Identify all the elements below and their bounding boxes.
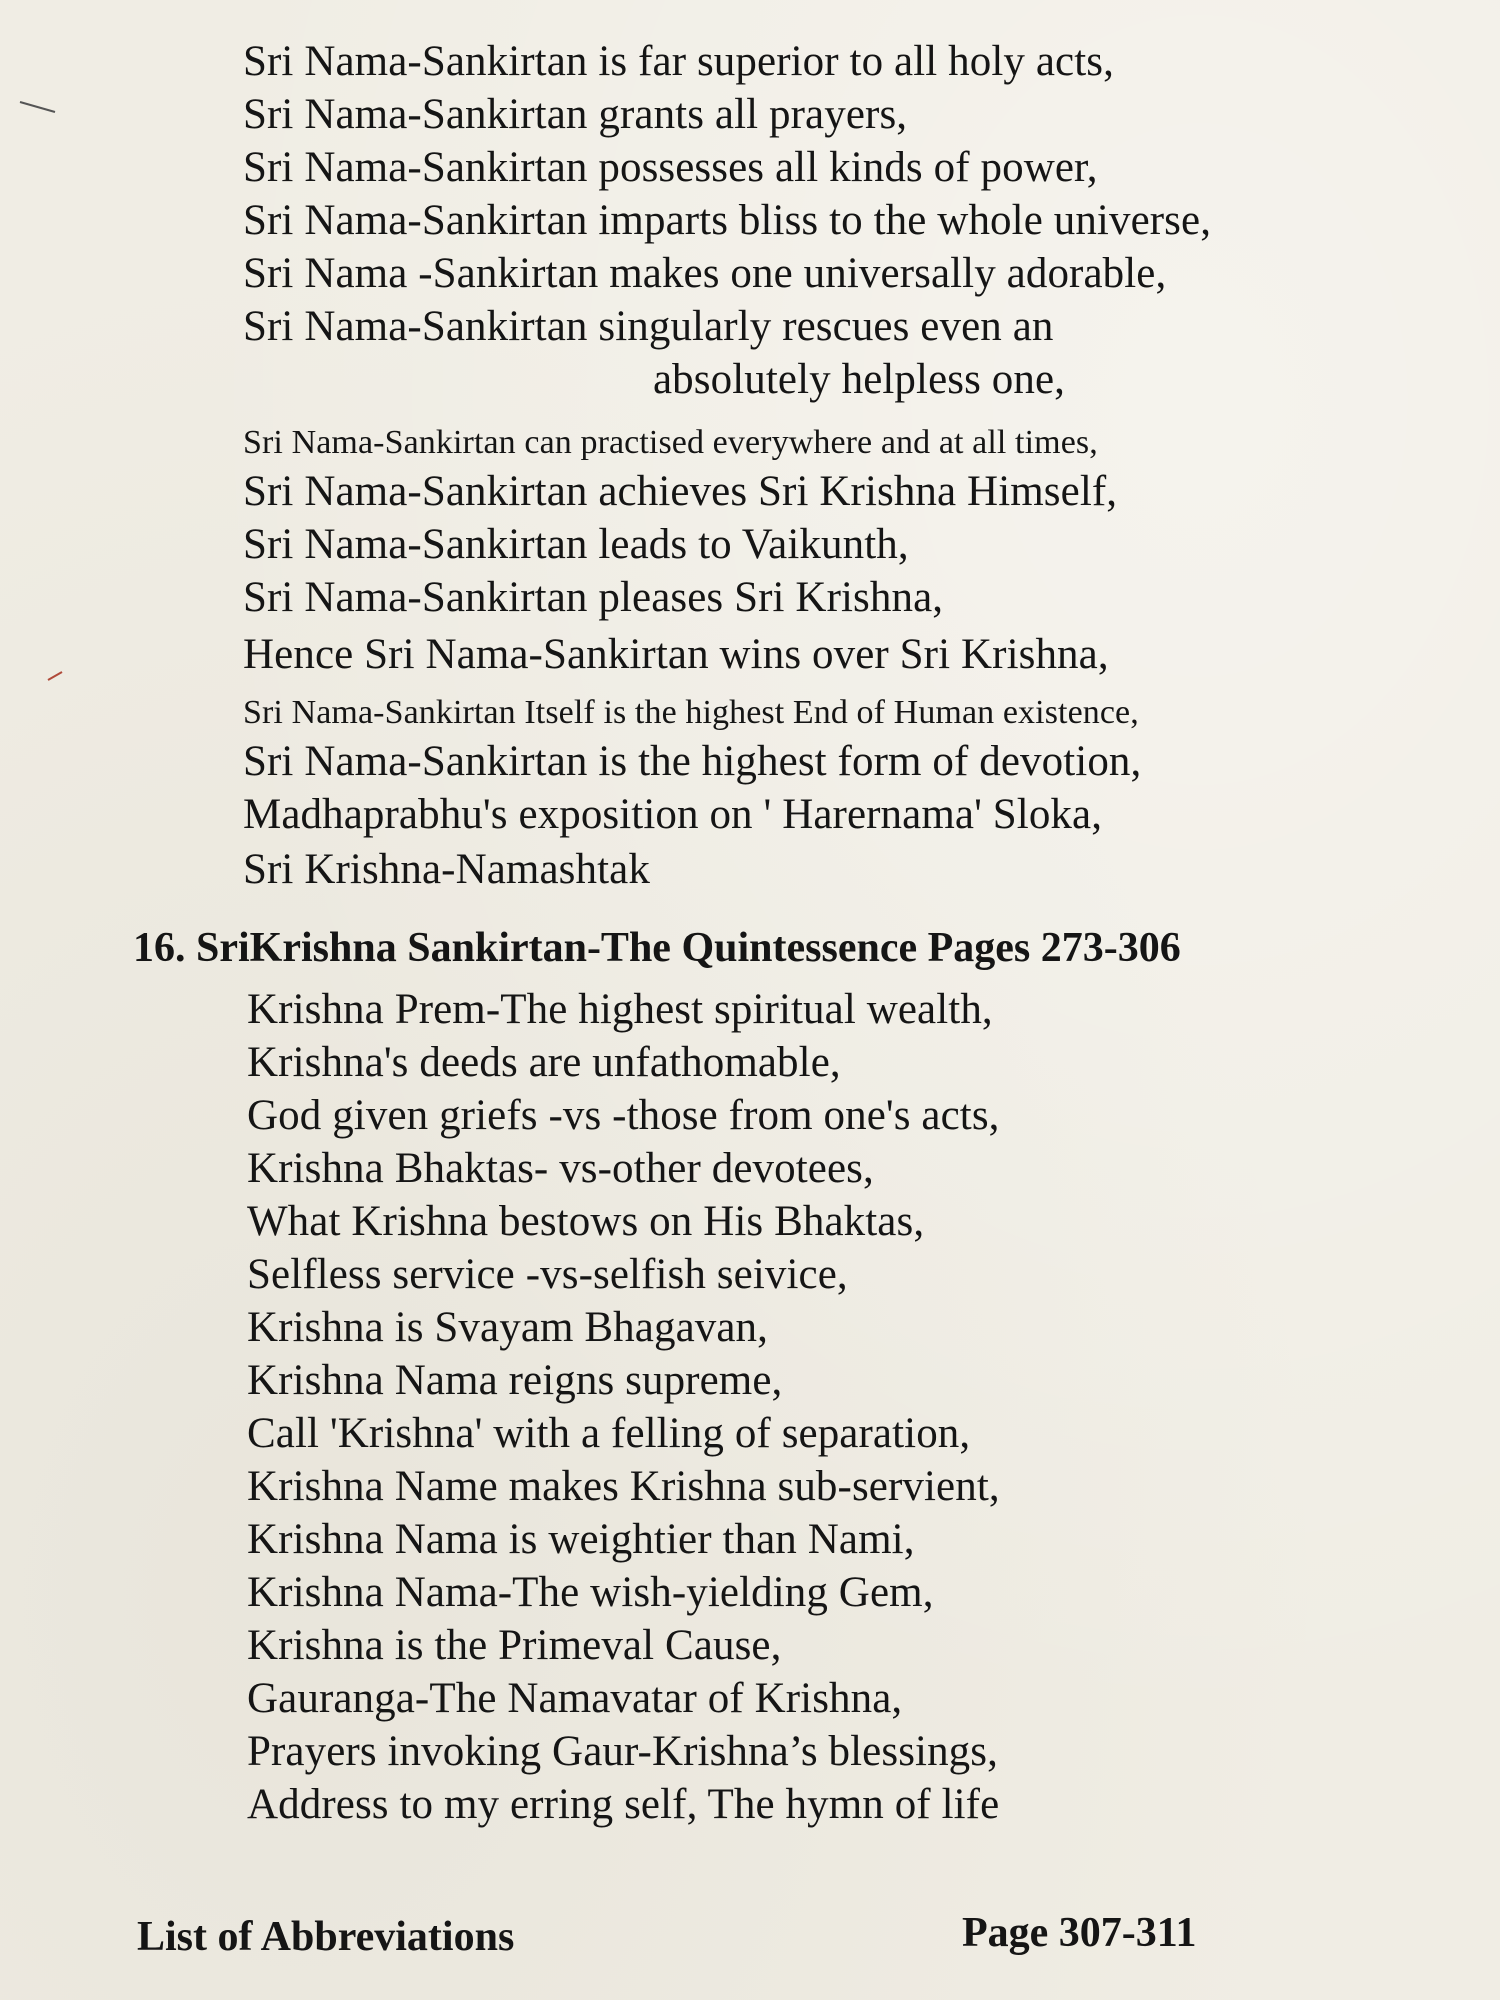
list-item: Sri Nama-Sankirtan leads to Vaikunth, xyxy=(243,521,909,568)
list-item: Address to my erring self, The hymn of life xyxy=(247,1781,1000,1828)
list-item: What Krishna bestows on His Bhaktas, xyxy=(247,1198,925,1245)
list-item-continuation: absolutely helpless one, xyxy=(653,356,1066,403)
list-item: Krishna Prem-The highest spiritual wealth, xyxy=(247,986,993,1033)
list-item: Krishna is Svayam Bhagavan, xyxy=(247,1304,768,1351)
list-item: Selfless service -vs-selfish seivice, xyxy=(247,1251,848,1298)
list-item: Sri Nama-Sankirtan grants all prayers, xyxy=(243,91,908,138)
chapter-heading: 16. SriKrishna Sankirtan-The Quintessence Pages 273-306 xyxy=(133,925,1181,971)
list-item: Call 'Krishna' with a felling of separation, xyxy=(247,1410,971,1457)
pencil-mark-left xyxy=(20,102,55,112)
abbreviations-pages: Page 307-311 xyxy=(962,1910,1197,1956)
list-item: Madhaprabhu's exposition on ' Harernama' Sloka, xyxy=(243,791,1103,838)
list-item: God given griefs -vs -those from one's acts, xyxy=(247,1092,1000,1139)
pencil-mark-red xyxy=(48,672,62,680)
list-item: Krishna's deeds are unfathomable, xyxy=(247,1039,841,1086)
list-item: Sri Nama-Sankirtan Itself is the highest End of Human existence, xyxy=(243,694,1139,731)
list-item: Sri Nama -Sankirtan makes one universally adorable, xyxy=(243,250,1167,297)
list-item: Sri Nama-Sankirtan can practised everywhere and at all times, xyxy=(243,424,1098,461)
list-item: Krishna Bhaktas- vs-other devotees, xyxy=(247,1145,874,1192)
list-item: Krishna Nama-The wish-yielding Gem, xyxy=(247,1569,934,1616)
list-item: Krishna Nama reigns supreme, xyxy=(247,1357,783,1404)
list-item: Sri Nama-Sankirtan imparts bliss to the whole universe, xyxy=(243,197,1212,244)
list-item: Sri Nama-Sankirtan achieves Sri Krishna Himself, xyxy=(243,468,1118,515)
list-item: Sri Krishna-Namashtak xyxy=(243,846,650,893)
list-item: Sri Nama-Sankirtan singularly rescues even an xyxy=(243,303,1054,350)
list-item: Krishna Name makes Krishna sub-servient, xyxy=(247,1463,1000,1510)
list-item: Prayers invoking Gaur-Krishna’s blessings, xyxy=(247,1728,998,1775)
list-item: Krishna Nama is weightier than Nami, xyxy=(247,1516,915,1563)
list-item: Sri Nama-Sankirtan is far superior to all holy acts, xyxy=(243,38,1114,85)
list-item: Gauranga-The Namavatar of Krishna, xyxy=(247,1675,903,1722)
list-item: Sri Nama-Sankirtan is the highest form of devotion, xyxy=(243,738,1142,785)
list-item: Sri Nama-Sankirtan pleases Sri Krishna, xyxy=(243,574,944,621)
abbreviations-title: List of Abbreviations xyxy=(137,1914,515,1960)
list-item: Sri Nama-Sankirtan possesses all kinds of power, xyxy=(243,144,1098,191)
list-item: Krishna is the Primeval Cause, xyxy=(247,1622,782,1669)
list-item: Hence Sri Nama-Sankirtan wins over Sri Krishna, xyxy=(243,631,1109,678)
